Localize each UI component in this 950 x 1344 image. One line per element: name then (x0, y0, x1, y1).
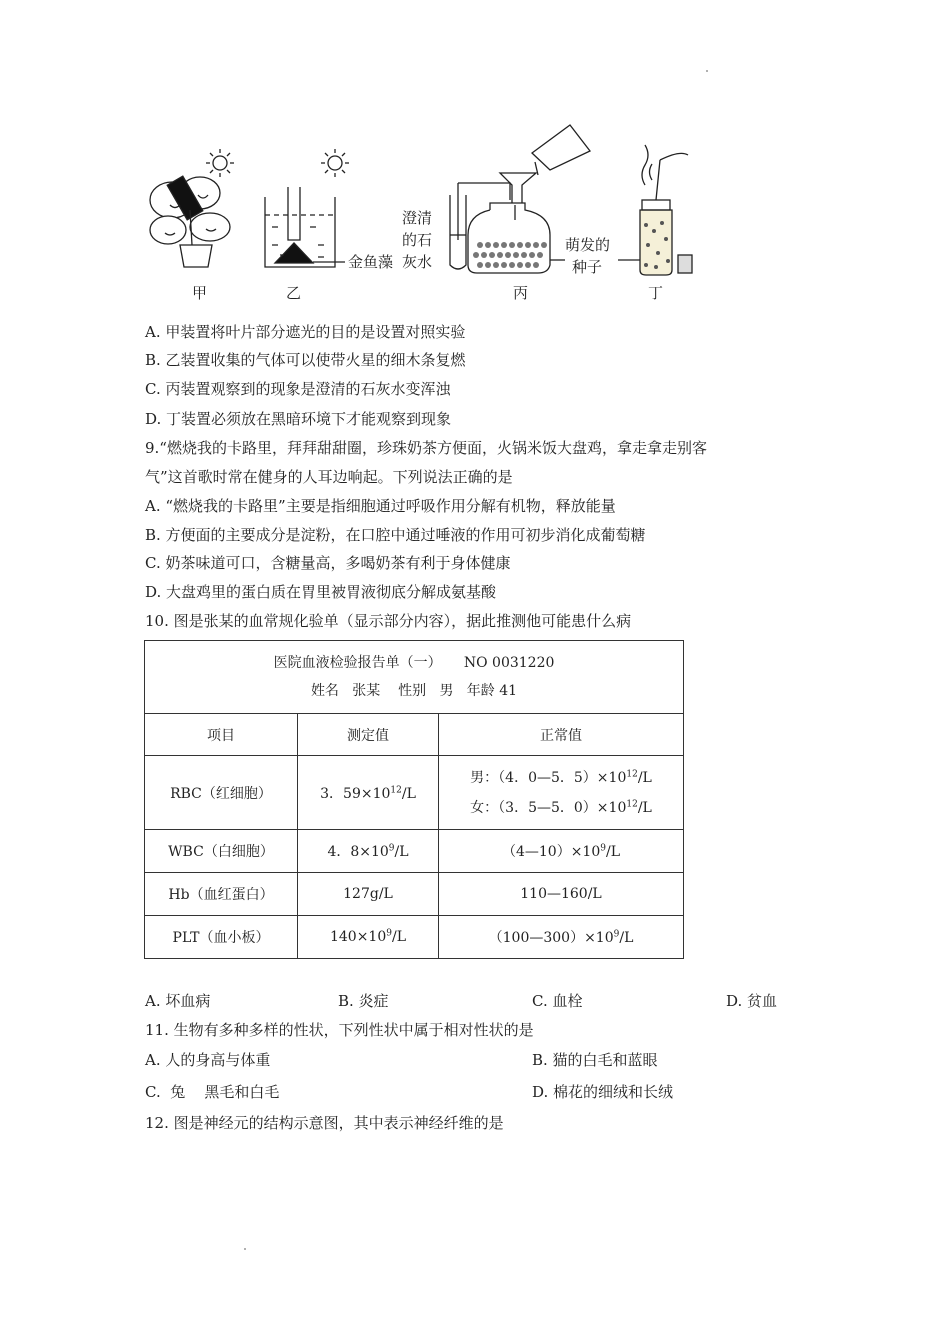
q10-option-b: B. 炎症 (338, 992, 389, 1010)
plant-icon (150, 176, 230, 267)
q9-stem-line-2: 气”这首歌时常在健身的人耳边响起。下列说法正确的是 (145, 468, 513, 486)
seeds-label-2: 种子 (572, 258, 603, 276)
figure-label-jia: 甲 (192, 284, 208, 302)
row-value: 3．$59\times 10^{12}/L$ (298, 756, 439, 830)
figure-label-ding: 丁 (648, 284, 664, 302)
jar-with-candle-icon (640, 145, 692, 275)
figure-label-bing: 丙 (513, 284, 529, 302)
table-row (145, 756, 684, 830)
row-normal: $(100—300)\times 10^9/L$ (439, 916, 684, 959)
q8-option-d: D. 丁装置必须放在黑暗环境下才能观察到现象 (145, 410, 452, 428)
row-normal: 男：（4．0—5．$5)\times 10^{12}/L$ 女：（3．5—5．$0)\times 10^{12}/L$ (439, 756, 684, 830)
table-row (145, 873, 684, 916)
q12-stem: 12. 图是神经元的结构示意图，其中表示神经纤维的是 (145, 1114, 504, 1132)
q11-stem: 11. 生物有多种多样的性状，下列性状中属于相对性状的是 (145, 1021, 534, 1039)
report-title: 医院血液检验报告单（一） NO 0031220 (273, 655, 555, 671)
figure-label-yi: 乙 (286, 284, 302, 302)
q8-option-b: B. 乙装置收集的气体可以使带火星的细木条复燃 (145, 351, 466, 369)
q11-option-b: B. 猫的白毛和蓝眼 (532, 1051, 658, 1069)
q8-option-c: C. 丙装置观察到的现象是澄清的石灰水变浑浊 (145, 380, 451, 398)
experiment-figure (140, 115, 710, 310)
goldfish-algae-label: 金鱼藻 (348, 253, 394, 271)
limewater-label-2: 的石 (402, 231, 433, 249)
q11-option-c: C. 兔 黑毛和白毛 (145, 1083, 280, 1101)
scan-dot (244, 1248, 246, 1250)
row-value: 127g/L (298, 873, 439, 916)
q11-option-d: D. 棉花的细绒和长绒 (532, 1083, 674, 1101)
column-header-value: 测定值 (298, 714, 439, 756)
q9-option-a: A. “燃烧我的卡路里”主要是指细胞通过呼吸作用分解有机物，释放能量 (145, 497, 616, 515)
table-row (145, 830, 684, 873)
q11-option-a: A. 人的身高与体重 (145, 1051, 271, 1069)
q9-option-c: C. 奶茶味道可口，含糖量高，多喝奶茶有利于身体健康 (145, 554, 511, 572)
limewater-label-3: 灰水 (402, 253, 433, 271)
row-normal: 110—160/L (439, 873, 684, 916)
sun-icon (206, 149, 234, 177)
row-item: Hb（血红蛋白） (145, 873, 298, 916)
blood-report-table (144, 640, 684, 959)
row-item: PLT（血小板） (145, 916, 298, 959)
scan-dot (706, 70, 708, 72)
q8-option-a: A. 甲装置将叶片部分遮光的目的是设置对照实验 (145, 323, 466, 341)
column-header-item: 项目 (145, 714, 298, 756)
report-patient-info: 姓名 张某 性别 男 年龄 41 (310, 683, 518, 699)
row-value: $140\times 10^9/L$ (298, 916, 439, 959)
beaker-icon (265, 187, 345, 267)
row-item: RBC（红细胞） (145, 756, 298, 830)
seeds-label-1: 萌发的 (565, 236, 611, 254)
row-item: WBC（白细胞） (145, 830, 298, 873)
row-value: 4．$8\times 10^9/L$ (298, 830, 439, 873)
sun-icon (321, 149, 349, 177)
q10-stem: 10. 图是张某的血常规化验单（显示部分内容），据此推测他可能患什么病 (145, 612, 632, 630)
q10-option-d: D. 贫血 (726, 992, 778, 1010)
limewater-label-1: 澄清 (402, 209, 433, 227)
q9-stem-line-1: 9.“燃烧我的卡路里，拜拜甜甜圈，珍珠奶茶方便面，火锅米饭大盘鸡，拿走拿走别客 (145, 439, 707, 457)
table-row (145, 916, 684, 959)
q9-option-d: D. 大盘鸡里的蛋白质在胃里被胃液彻底分解成氨基酸 (145, 583, 497, 601)
column-header-normal: 正常值 (439, 714, 684, 756)
q10-option-c: C. 血栓 (532, 992, 583, 1010)
seeds-in-flask-icon (473, 242, 547, 268)
q9-option-b: B. 方便面的主要成分是淀粉，在口腔中通过唾液的作用可初步消化成葡萄糖 (145, 526, 646, 544)
report-header (145, 641, 684, 714)
row-normal: $(4—10)\times 10^9/L$ (439, 830, 684, 873)
q10-option-a: A. 坏血病 (145, 992, 211, 1010)
